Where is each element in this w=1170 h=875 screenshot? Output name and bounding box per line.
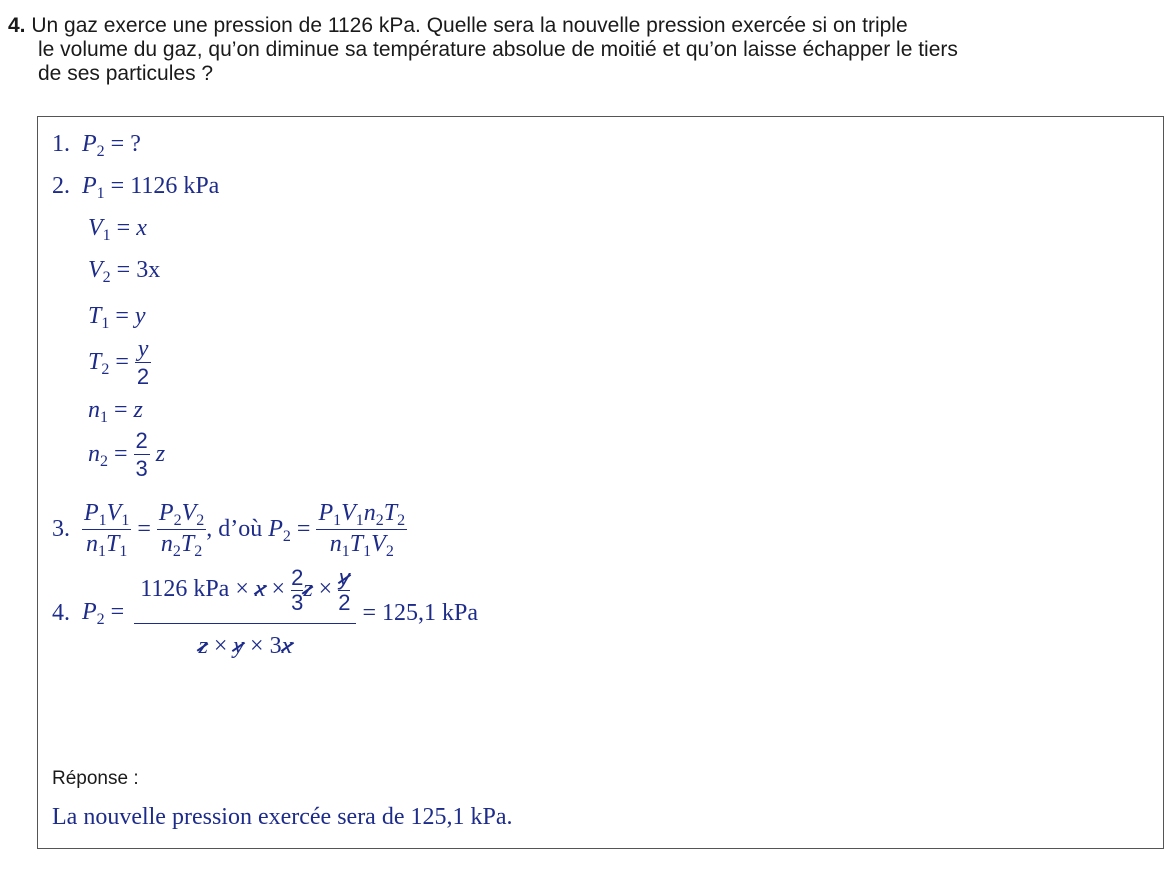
question-line-2: le volume du gaz, qu’on diminue sa température absolue de moitié et qu’on laisse échapper le tiers — [38, 38, 958, 61]
question-number: 4. — [8, 14, 26, 37]
step-2-v1: $V_1 = x$ — [88, 215, 147, 244]
step-2-n1: $n_1 = z$ — [88, 397, 143, 426]
step-2-v2: $V_2 = 3x$ — [88, 257, 161, 286]
question-line-3: de ses particules ? — [38, 62, 214, 85]
step-2-n2: $n_2$ = $\frac{2}{3}$ z — [88, 428, 166, 481]
reponse-text: La nouvelle pression exercée sera de 125,1 kPa. — [52, 804, 513, 830]
step-2-t1: $T_1 = y$ — [88, 303, 146, 332]
step-3: 3. $\frac{P_1V_1}{n_1T_1}$ = $\frac{P_2V_2}{n_2T_2}$ , d’où $P_2$ = $\frac{P_1V_1n_2T_2}{n_1T_1V_2}$ — [52, 500, 406, 560]
step-2-t2: $T_2$ = $\frac{y}{2}$ — [88, 336, 150, 389]
question-line-1: 4. Un gaz exerce une pression de 1126 kPa. Quelle sera la nouvelle pression exercée si on triple — [8, 14, 908, 37]
step-4: 4. $P_2$ = 1126 kPa × x × $\frac{2}{3}$ z × $\frac{y}{2}$ z × y × 3x = 125,1 kPa — [52, 565, 479, 659]
question-text — [8, 14, 1158, 86]
answer-box — [37, 116, 1164, 849]
step-2-p1: 2. $P_1 = 1126$ kPa — [52, 173, 220, 202]
reponse-label: Réponse : — [52, 768, 139, 789]
step-1: 1. $P_2$ = ? — [52, 131, 141, 160]
